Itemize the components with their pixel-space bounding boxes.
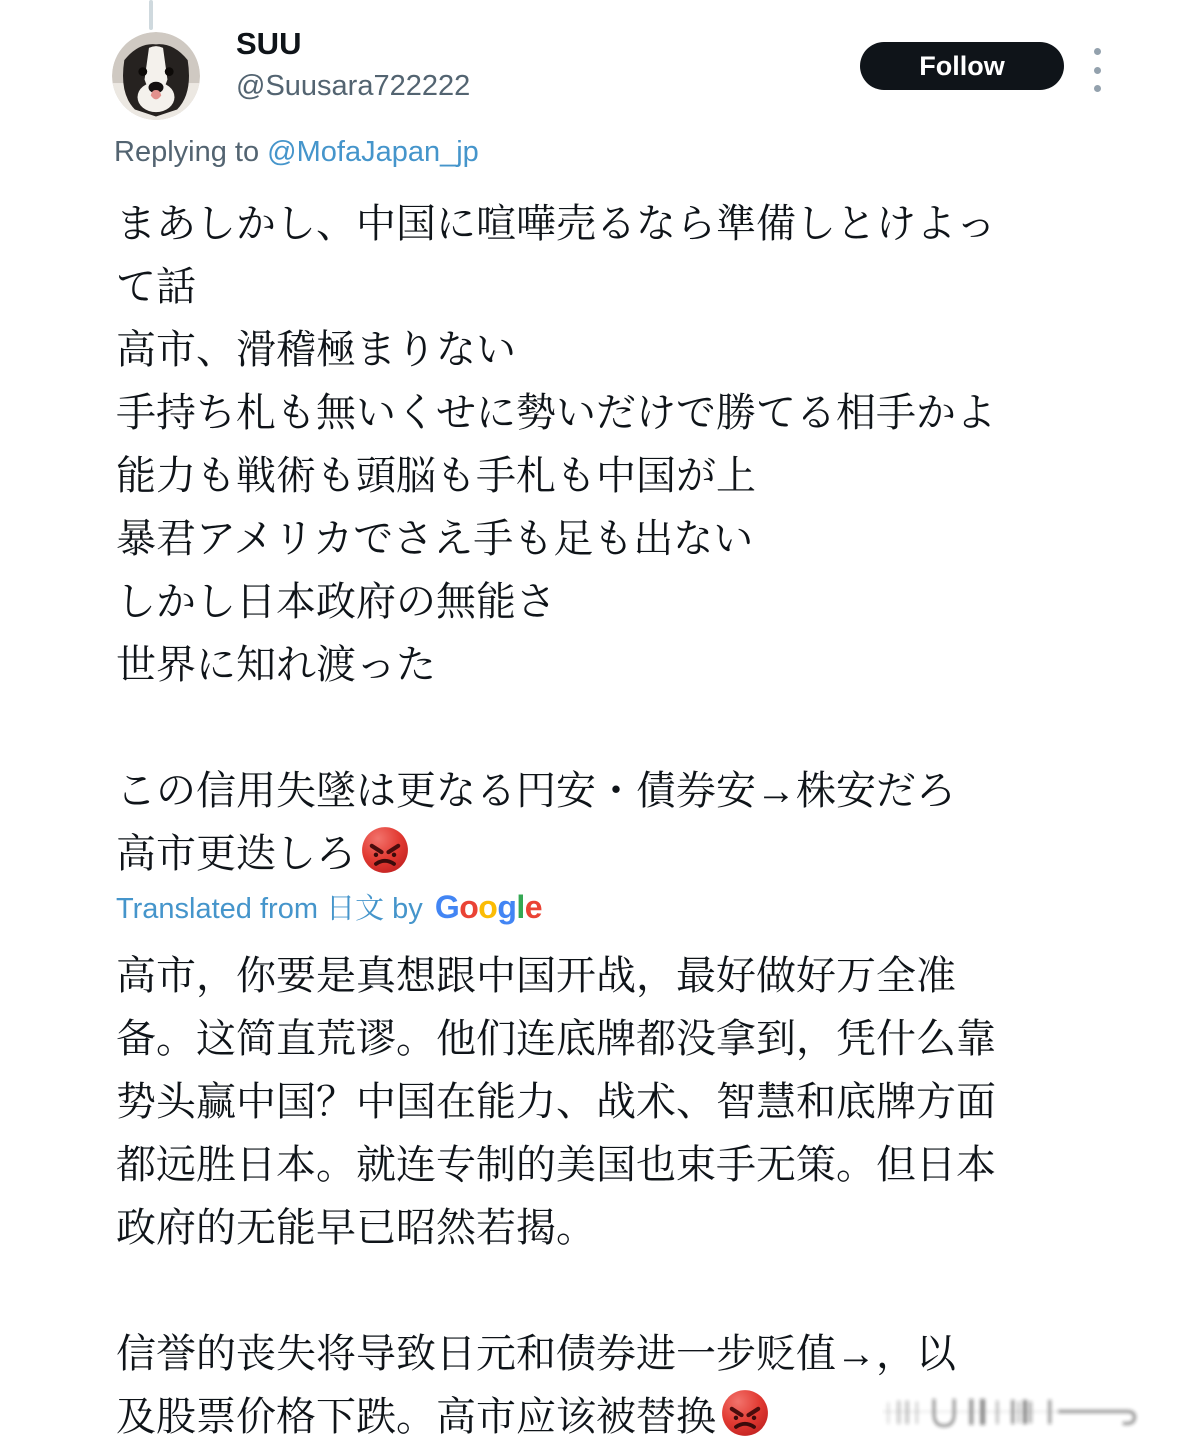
source-language-label: 日文 <box>326 893 385 925</box>
tweet-line: 世界に知れ渡った <box>116 643 436 687</box>
google-letter: o <box>478 889 498 925</box>
replying-to-row <box>114 136 479 169</box>
thread-connector-line <box>149 0 153 30</box>
user-handle[interactable]: @Suusara722222 <box>236 70 471 102</box>
dog-avatar-image <box>112 32 200 120</box>
dot <box>1094 48 1101 55</box>
google-letter: o <box>459 889 479 925</box>
replying-to-label: Replying to <box>114 136 268 168</box>
tweet-line: 高市、滑稽極まりない <box>116 328 516 372</box>
tweet-line: 暴君アメリカでさえ手も足も出ない <box>116 517 754 561</box>
translation-line: 高市，你要是真想跟中国开战，最好做好万全准 <box>116 954 956 998</box>
follow-button[interactable]: Follow <box>860 42 1064 90</box>
angry-face-emoji <box>720 1388 770 1438</box>
translated-from-label: Translated from <box>116 893 327 925</box>
translation-line: 信誉的丧失将导致日元和债券进一步贬值→，以 <box>116 1332 956 1376</box>
google-letter: G <box>434 889 460 925</box>
tweet-line: しかし日本政府の無能さ <box>116 580 556 624</box>
translated-from-button[interactable] <box>116 886 542 927</box>
translation-line: 势头赢中国？中国在能力、战术、智慧和底牌方面 <box>116 1080 996 1124</box>
translation-line: 都远胜日本。就连专制的美国也束手无策。但日本 <box>116 1143 996 1187</box>
translation-line: 备。这简直荒谬。他们连底牌都没拿到，凭什么靠 <box>116 1017 996 1061</box>
google-letter: g <box>497 889 517 925</box>
mention-link[interactable]: @MofaJapan_jp <box>267 136 479 168</box>
avatar[interactable] <box>112 32 200 120</box>
tweet-line-text: 高市更迭しろ <box>116 832 356 876</box>
translation-line <box>116 1386 996 1449</box>
tweet-text-translated-chinese <box>116 945 996 1449</box>
translation-blank-line <box>116 1260 996 1323</box>
by-label: by <box>384 893 431 925</box>
tweet-line: まあしかし、中国に喧嘩売るなら準備しとけよっ <box>116 202 996 246</box>
translation-line: 政府的无能早已昭然若揭。 <box>116 1206 596 1250</box>
display-name[interactable]: SUU <box>236 26 302 61</box>
dot <box>1094 85 1101 92</box>
tweet-line: 手持ち札も無いくせに勢いだけで勝てる相手かよ <box>116 391 996 435</box>
google-letter: e <box>524 889 543 925</box>
angry-face-emoji <box>360 825 410 875</box>
tweet-line: て話 <box>116 265 196 309</box>
tweet-line <box>116 823 996 886</box>
translation-line-text: 及股票价格下跌。高市应该被替换 <box>116 1395 716 1439</box>
google-logo <box>435 889 542 925</box>
tweet-line: 能力も戦術も頭脳も手札も中国が上 <box>116 454 756 498</box>
dot <box>1094 67 1101 74</box>
google-letter: l <box>516 889 525 925</box>
more-options-icon[interactable] <box>1088 48 1106 92</box>
tweet-line: この信用失墜は更なる円安・債券安→株安だろ <box>116 769 956 813</box>
tweet-blank-line <box>116 697 996 760</box>
tweet-text-japanese <box>116 193 996 886</box>
